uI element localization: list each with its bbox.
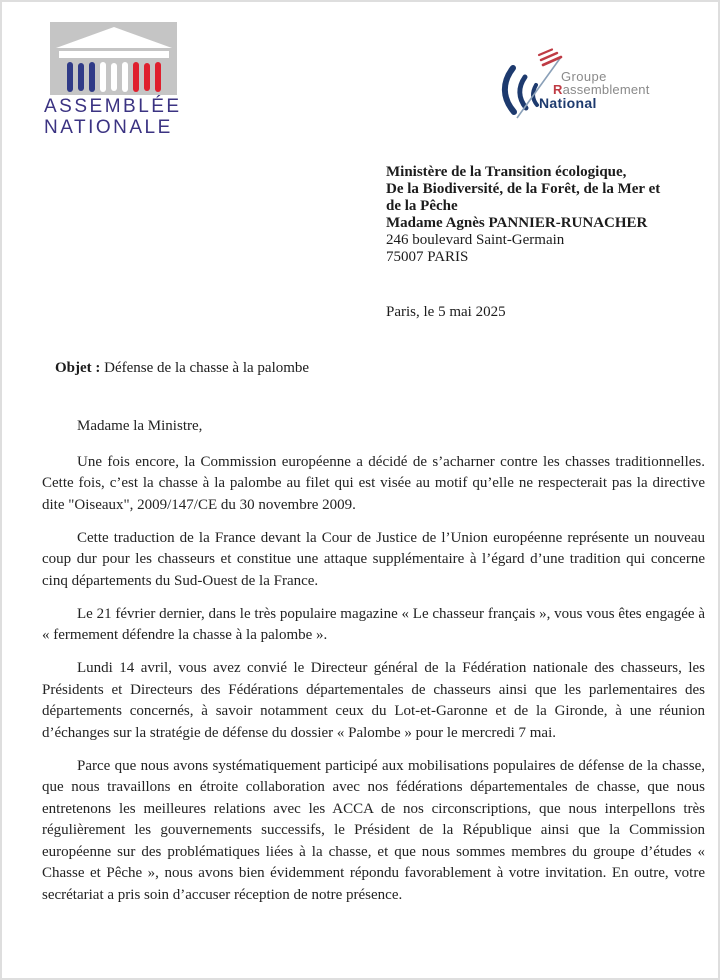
recipient-line: Ministère de la Transition écologique, (386, 164, 627, 180)
recipient-line: de la Pêche (386, 198, 458, 214)
rn-group-logo (497, 48, 667, 120)
body-paragraph: Parce que nous avons systématiquement participé aux mobilisations populaires de défense de la chasse, que nous travaillons en étroite collaboration avec nos fédérations départementales de chasse, que nous entretenons les meilleures relations avec les ACCA de nos circonscriptions, que nous interpellons très régulièrement les gouvernements successifs, le Président de la République ainsi que la Commission européenne sur des problématiques liées à la chasse, et que nous sommes membres du groupe d’études « Chasse et Pêche », nous avons bien évidemment répondu favorablement à votre invitation. En outre, votre secrétariat a pris soin d’accuser réception de notre présence. (42, 757, 705, 903)
column-stroke (133, 62, 139, 92)
recipient-address (386, 164, 660, 266)
column-stroke (100, 62, 106, 92)
rn-logo-r-initial: R (553, 82, 563, 97)
column-stroke (155, 62, 161, 92)
column-stroke (78, 63, 84, 91)
column-stroke (144, 63, 150, 91)
dateline: Paris, le 5 mai 2025 (386, 304, 506, 320)
an-wordmark-line1: ASSEMBLÉE (44, 96, 182, 117)
entablature-icon (59, 51, 169, 58)
recipient-line: Madame Agnès PANNIER-RUNACHER (386, 215, 648, 231)
rn-logo-groupe: Groupe (561, 69, 607, 84)
recipient-line: 246 boulevard Saint-Germain (386, 232, 565, 248)
body-paragraph: Une fois encore, la Commission européenne a décidé de s’acharner contre les chasses traditionnelles. Cette fois, c’est la chasse à la palombe au filet qui est visée au motif qu’elle ne respecterait pas la directive dite "Oiseaux", 2009/147/CE du 30 novembre 2009. (42, 453, 705, 513)
assemblee-nationale-logo (44, 22, 182, 138)
pediment-icon (56, 27, 172, 48)
rn-logo-rassemblement-rest: assemblement (562, 82, 650, 97)
body-paragraph: Le 21 février dernier, dans le très populaire magazine « Le chasseur français », vous vous êtes engagée à « fermement défendre la chasse à la palombe ». (42, 605, 705, 643)
assemblee-nationale-emblem-icon (50, 22, 177, 95)
column-stroke (122, 62, 128, 92)
column-stroke (67, 62, 73, 92)
salutation: Madame la Ministre, (77, 418, 203, 434)
recipient-line: 75007 PARIS (386, 249, 469, 265)
letter-body (42, 416, 705, 918)
subject-label: Objet : (55, 360, 101, 376)
column-stroke (89, 62, 95, 92)
subject-text: Défense de la chasse à la palombe (104, 360, 310, 376)
subject-line (55, 360, 309, 377)
an-wordmark-line2: NATIONALE (44, 117, 173, 138)
assemblee-nationale-wordmark (44, 96, 204, 138)
tricolor-columns-icon (67, 62, 161, 92)
rn-logo-national: National (539, 95, 597, 111)
body-paragraph: Lundi 14 avril, vous avez convié le Directeur général de la Fédération nationale des chasseurs, les Présidents et Directeurs des Fédérations départementales de chasseurs ainsi que les parlementaires des départements concernés, à savoir notamment ceux du Lot-et-Garonne et de la Gironde, à une réunion d’échanges sur la stratégie de défense du dossier « Palombe » pour le mercredi 7 mai. (42, 660, 705, 741)
recipient-line: De la Biodiversité, de la Forêt, de la Mer et (386, 181, 661, 197)
body-paragraph: Cette traduction de la France devant la Cour de Justice de l’Union européenne représente un nouveau coup dur pour les chasseurs et constitue une attaque supplémentaire à l’égard d’une tradition qui concerne cinq départements du Sud-Ouest de la France. (42, 529, 705, 589)
column-stroke (111, 63, 117, 91)
